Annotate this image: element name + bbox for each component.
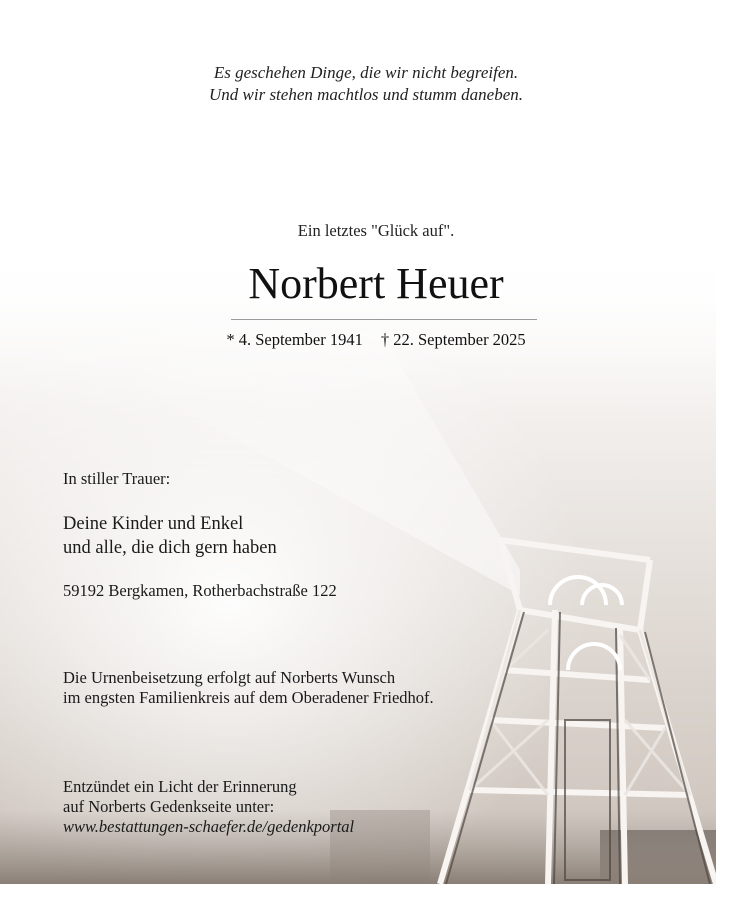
mourning-label: In stiller Trauer: [63,469,171,488]
mourners [63,512,277,560]
death-date: † 22. September 2025 [380,330,526,349]
memorial-line-1: Entzündet ein Licht der Erinnerung [63,777,297,796]
burial-notice [63,668,434,708]
divider [231,319,537,320]
burial-line-1: Die Urnenbeisetzung erfolgt auf Norberts Wunsch [63,668,396,687]
quote-line-2: Und wir stehen machtlos und stumm daneben. [208,85,523,104]
birth-date: * 4. September 1941 [226,330,363,349]
burial-line-2: im engsten Familienkreis auf dem Oberadener Friedhof. [63,688,434,707]
greeting: Ein letztes "Glück auf". [297,221,455,240]
memorial-quote [0,62,732,106]
memorial-portal [63,777,354,837]
quote-line-1: Es geschehen Dinge, die wir nicht begreifen. [213,63,519,82]
life-dates [0,330,732,350]
memorial-line-2: auf Norberts Gedenkseite unter: [63,797,275,816]
mourners-line-2: und alle, die dich gern haben [63,538,277,558]
mourners-line-1: Deine Kinder und Enkel [63,514,244,534]
address: 59192 Bergkamen, Rotherbachstraße 122 [63,581,337,600]
memorial-link[interactable]: www.bestattungen-schaefer.de/gedenkportal [63,817,355,836]
deceased-name: Norbert Heuer [248,259,504,308]
